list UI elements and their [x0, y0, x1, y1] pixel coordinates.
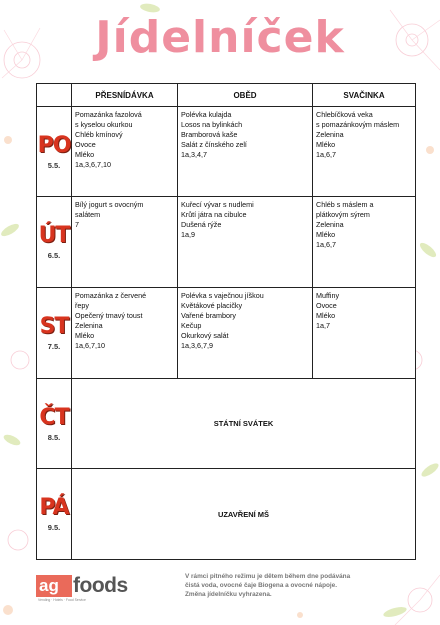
menu-line: Zelenina [316, 220, 344, 230]
day-row-friday [37, 469, 416, 560]
allergens: 1a,3,6,7,9 [181, 341, 213, 351]
menu-line: Vařené brambory [181, 311, 236, 321]
menu-line: plátkovým sýrem [316, 210, 370, 220]
allergens: 7 [75, 220, 79, 230]
allergens: 1a,7 [316, 321, 330, 331]
day-date: 9.5. [47, 523, 61, 532]
footer-note-line: čistá voda, ovocné čaje Biogena a ovocné nápoje. [185, 582, 338, 589]
lunch-cell [178, 288, 313, 379]
menu-line: Květákové placičky [181, 301, 243, 311]
closure-cell: UZAVŘENÍ MŠ [72, 469, 416, 560]
menu-line: Mléko [75, 331, 95, 341]
day-row-thursday [37, 379, 416, 469]
menu-table [36, 83, 416, 560]
menu-line: Opečený tmavý toust [75, 311, 143, 321]
menu-line: Bílý jogurt s ovocným [75, 200, 144, 209]
day-abbr: PO [37, 132, 71, 158]
day-label [37, 469, 72, 560]
column-header-presnidavka: PŘESNÍDÁVKA [72, 84, 178, 107]
menu-line: Ovoce [316, 301, 337, 311]
lunch-cell [178, 197, 313, 288]
menu-line: řepy [75, 301, 89, 311]
menu-line: Polévka s vaječnou jíškou [181, 291, 264, 300]
menu-line: Zelenina [75, 321, 103, 331]
day-date: 6.5. [47, 251, 61, 260]
snack2-cell [313, 288, 416, 379]
day-date: 7.5. [47, 342, 61, 351]
footer-note [185, 572, 400, 599]
day-label [37, 288, 72, 379]
menu-line: salátem [75, 210, 101, 220]
menu-line: Mléko [316, 311, 336, 321]
allergens: 1a,6,7 [316, 240, 336, 250]
menu-line: Kuřecí vývar s nudlemi [181, 200, 254, 209]
allergens: 1a,3,4,7 [181, 150, 207, 160]
allergens: 1a,6,7,10 [75, 341, 105, 351]
snack2-cell [313, 107, 416, 197]
lunch-cell [178, 107, 313, 197]
menu-line: Mléko [75, 150, 95, 160]
menu-line: Chlebíčková veka [316, 110, 373, 119]
holiday-cell: STÁTNÍ SVÁTEK [72, 379, 416, 469]
snack1-cell [72, 107, 178, 197]
menu-line: Polévka kulajda [181, 110, 232, 119]
day-abbr: ÚT [38, 223, 70, 248]
snack2-cell [313, 197, 416, 288]
day-label [37, 379, 72, 469]
menu-line: Ovoce [75, 140, 96, 150]
header-corner [37, 84, 72, 107]
menu-line: Muffiny [316, 291, 340, 300]
column-header-svacinka: SVAČINKA [313, 84, 416, 107]
menu-line: Chléb kmínový [75, 130, 123, 140]
allergens: 1a,9 [181, 230, 195, 240]
snack1-cell [72, 197, 178, 288]
menu-line: Mléko [316, 230, 336, 240]
menu-line: Okurkový salát [181, 331, 229, 341]
menu-line: Bramborová kaše [181, 130, 238, 140]
day-row-tuesday [37, 197, 416, 288]
day-label [37, 197, 72, 288]
day-row-wednesday [37, 288, 416, 379]
footer-note-line: Změna jídelníčku vyhrazena. [185, 591, 272, 598]
column-header-obed: OBĚD [178, 84, 313, 107]
day-abbr: PÁ [39, 495, 69, 520]
allergens: 1a,6,7 [316, 150, 336, 160]
day-row-monday [37, 107, 416, 197]
menu-line: Pomazánka fazolová [75, 110, 142, 119]
menu-line: Kečup [181, 321, 202, 331]
menu-line: s kyselou okurkou [75, 120, 133, 130]
footer-note-line: V rámci pitného režimu je dětem během dne podávána [185, 573, 351, 580]
logo-mark: ag [36, 575, 72, 597]
page-title: Jídelníček [95, 12, 345, 63]
menu-line: Losos na bylinkách [181, 120, 243, 130]
day-label [37, 107, 72, 197]
menu-line: Chléb s máslem a [316, 200, 374, 209]
allergens: 1a,3,6,7,10 [75, 160, 111, 170]
menu-line: Salát z čínského zelí [181, 140, 247, 150]
day-abbr: ST [39, 314, 69, 339]
menu-line: Mléko [316, 140, 336, 150]
logo-word: foods [73, 574, 128, 597]
logo-tagline: Vending · Hotels · Food Service [38, 598, 86, 602]
day-abbr: ČT [39, 404, 69, 430]
menu-line: Dušená rýže [181, 220, 222, 230]
menu-line: Zelenina [316, 130, 344, 140]
header-row [37, 84, 416, 107]
menu-line: s pomazánkovým máslem [316, 120, 400, 130]
day-date: 5.5. [47, 160, 61, 170]
menu-line: Pomazánka z červené [75, 291, 147, 300]
menu-line: Krůtí játra na cibulce [181, 210, 247, 220]
snack1-cell [72, 288, 178, 379]
agfoods-logo [36, 573, 156, 603]
day-date: 8.5. [47, 432, 61, 442]
